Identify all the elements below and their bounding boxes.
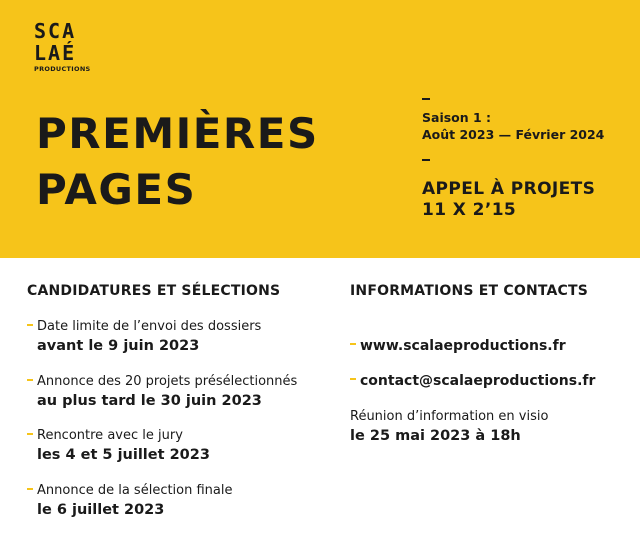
bullet-dash-icon bbox=[350, 378, 356, 380]
informations-heading: INFORMATIONS ET CONTACTS bbox=[350, 283, 589, 299]
call-for-projects bbox=[422, 179, 595, 221]
scalae-logo[interactable] bbox=[34, 20, 114, 80]
info-meeting bbox=[350, 408, 548, 446]
season-label: Saison 1 : bbox=[422, 110, 492, 125]
bullet-dash-icon bbox=[27, 433, 33, 435]
list-item-final-selection bbox=[27, 482, 233, 520]
call-title: APPEL À PROJETS bbox=[422, 179, 596, 199]
dash-divider-bottom bbox=[422, 159, 430, 161]
list-item-preselection bbox=[27, 373, 297, 411]
title-line-1: PREMIÈRES bbox=[36, 109, 319, 158]
hero-banner bbox=[0, 0, 640, 258]
candidatures-heading: CANDIDATURES ET SÉLECTIONS bbox=[27, 283, 281, 299]
item-label: Annonce des 20 projets présélectionnés bbox=[37, 374, 298, 389]
item-label: Rencontre avec le jury bbox=[37, 428, 183, 443]
page-title bbox=[36, 106, 319, 218]
item-label: Date limite de l’envoi des dossiers bbox=[37, 319, 262, 334]
title-line-2: PAGES bbox=[36, 165, 197, 214]
call-format: 11 X 2’15 bbox=[422, 200, 517, 220]
item-label: Annonce de la sélection finale bbox=[37, 483, 233, 498]
bullet-dash-icon bbox=[27, 379, 33, 381]
logo-line-2: LAÉ bbox=[34, 41, 77, 65]
email-link[interactable]: contact@scalaeproductions.fr bbox=[360, 373, 596, 389]
item-value: le 6 juillet 2023 bbox=[37, 502, 165, 518]
website-link[interactable]: www.scalaeproductions.fr bbox=[360, 338, 566, 354]
item-value: avant le 9 juin 2023 bbox=[37, 338, 200, 354]
bullet-dash-icon bbox=[27, 488, 33, 490]
season-info bbox=[422, 109, 604, 143]
meeting-date: le 25 mai 2023 à 18h bbox=[350, 428, 521, 444]
website-contact bbox=[350, 338, 566, 354]
meeting-label: Réunion d’information en visio bbox=[350, 409, 549, 424]
email-contact bbox=[350, 373, 595, 389]
dash-divider-top bbox=[422, 98, 430, 100]
season-dates: Août 2023 — Février 2024 bbox=[422, 127, 605, 142]
list-item-jury bbox=[27, 427, 210, 465]
bullet-dash-icon bbox=[350, 343, 356, 345]
list-item-deadline bbox=[27, 318, 261, 356]
item-value: les 4 et 5 juillet 2023 bbox=[37, 447, 210, 463]
logo-line-1: SCA bbox=[34, 19, 77, 43]
item-value: au plus tard le 30 juin 2023 bbox=[37, 393, 262, 409]
bullet-dash-icon bbox=[27, 324, 33, 326]
logo-subtitle: PRODUCTIONS bbox=[34, 65, 91, 73]
